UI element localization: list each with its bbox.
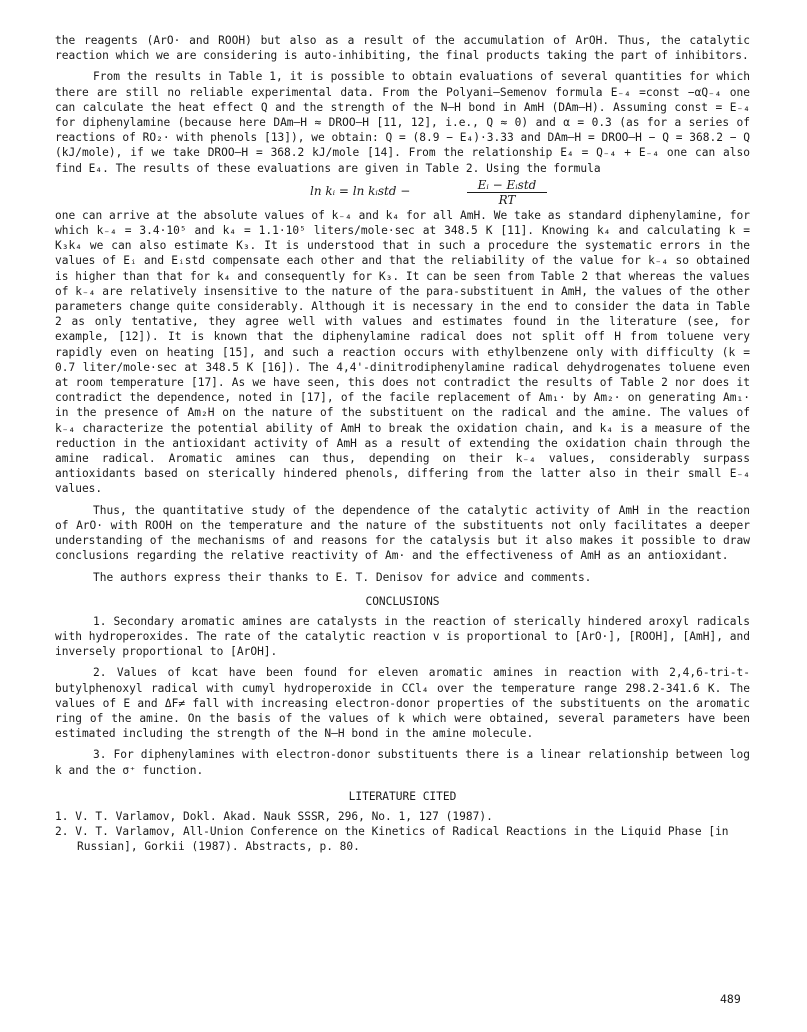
paragraph-continuation: the reagents (ArO· and ROOH) but also as a result of the accumulation of ArOH. Thus, the catalytic reaction which we are considering is auto-inhibiting, the final products taking the part of inhibitors. (55, 34, 750, 63)
conclusion-item-3: 3. For diphenylamines with electron-donor substituents there is a linear relationship between log k and the σ⁺ function. (55, 748, 750, 777)
paragraph-summary: Thus, the quantitative study of the dependence of the catalytic activity of AmH in the reaction of ArO· with ROOH on the temperature and the nature of the substituents not only facilitates a deeper understanding of the mechanisms of and reasons for the catalysis but it also makes it possible to draw conclusions regarding the relative reactivity of Am· and the effectiveness of AmH as an antioxidant. (55, 503, 750, 563)
conclusions-heading: CONCLUSIONS (365, 594, 440, 608)
formula-numerator: Eᵢ − Eᵢstd (467, 178, 547, 193)
conclusion-item-2: 2. Values of kcat have been found for eleven aromatic amines in reaction with 2,4,6-tri-t-butylphenoxyl radical with cumyl hydroperoxide in CCl₄ over the temperature range 298.2-341.6 K. The values of E and ΔF≠ fall with increasing electron-donor properties of the substituents on the aromatic ring of the amine. On the basis of the values of k which were obtained, several parameters have been estimated including the strength of the N–H bond in the amine molecule. (55, 666, 750, 741)
paragraph-absolute-values: one can arrive at the absolute values of k₋₄ and k₄ for all AmH. We take as standard diphenylamine, for which k₋₄ = 3.4·10⁵ and k₄ = 1.1·10⁵ liters/mole·sec at 348.5 K [11]. Knowing k₄ and calculating k = K₃k₄ we can also estimate K₃. It is understood that in such a procedure the systematic errors in the values of Eᵢ and Eᵢstd compensate each other and that the reliability of the value for k₋₄ so obtained is higher than that for k₄ and consequently for K₃. It can be seen from Table 2 that whereas the values of k₋₄ are relatively insensitive to the nature of the para-substituent in AmH, the values of the other parameters change quite considerably. Although it is necessary in the end to consider the data in Table 2 as only tentative, they agree well with values and estimates found in the literature (see, for example, [12]). It is known that the diphenylamine radical does not split off H from toluene very rapidly even on heating [15], and such a reaction occurs with ethylbenzene only with difficulty (k = 0.7 liter/mole·sec at 348.5 K [16]). The 4,4'-dinitrodiphenylamine radical dehydrogenates toluene even at room temperature [17]. As we have seen, this does not contradict the results of Table 2 nor does it contradict the dependence, noted in [17], of the facile replacement of Am₁· by Am₂· on generating Am₁· in the presence of Am₂H on the nature of the substituent on the radical and the amine. The values of k₋₄ characterize the potential ability of AmH to break the oxidation chain, and k₄ is a measure of the reduction in the antioxidant activity of AmH as a result of extending the oxidation chain through the amine radical. Aromatic amines can thus, depending on their k₋₄ values, considerably surpass antioxidants based on sterically hindered phenols, differing from the latter also in their small E₋₄ values. (55, 208, 750, 496)
rate-formula (55, 178, 750, 208)
paper-page (55, 0, 750, 854)
formula-denominator: RT (498, 192, 516, 207)
formula-fraction (467, 178, 547, 207)
formula-lhs: ln kᵢ = ln kᵢstd − (310, 183, 411, 198)
paragraph-table-evaluations: From the results in Table 1, it is possible to obtain evaluations of several quantities for which there are still no reliable experimental data. From the Polyani–Semenov formula E₋₄ =const −αQ₋₄ one can calculate the heat effect Q and the strength of the N–H bond in AmH (DAm–H). Assuming const = E₋₄ for diphenylamine (because here DAm–H ≈ DROO–H [11, 12], i.e., Q ≈ 0) and α = 0.3 (as for a series of reactions of RO₂· with phenols [13]), we obtain: Q = (8.9 − E₄)·3.33 and DAm–H = DROO–H − Q = 368.2 − Q (kJ/mole), if we take DROO–H = 368.2 kJ/mole [14]. From the relationship E₄ = Q₋₄ + E₋₄ one can also find E₄. The results of these evaluations are given in Table 2. Using the formula (55, 70, 750, 175)
reference-item-1: 1. V. T. Varlamov, Dokl. Akad. Nauk SSSR, 296, No. 1, 127 (1987). (55, 809, 493, 823)
conclusion-item-1: 1. Secondary aromatic amines are catalysts in the reaction of sterically hindered aroxyl radicals with hydroperoxides. The rate of the catalytic reaction v is proportional to [ArO·], [ROOH], [AmH], and inversely proportional to [ArOH]. (55, 614, 750, 659)
literature-heading: LITERATURE CITED (348, 789, 457, 803)
reference-item-2: 2. V. T. Varlamov, All-Union Conference on the Kinetics of Radical Reactions in the Liquid Phase [in Russian], Gorkii (1987). Abstracts, p. 80. (55, 824, 729, 854)
page-number: 489 (720, 992, 741, 1006)
acknowledgement: The authors express their thanks to E. T. Denisov for advice and comments. (93, 570, 592, 584)
